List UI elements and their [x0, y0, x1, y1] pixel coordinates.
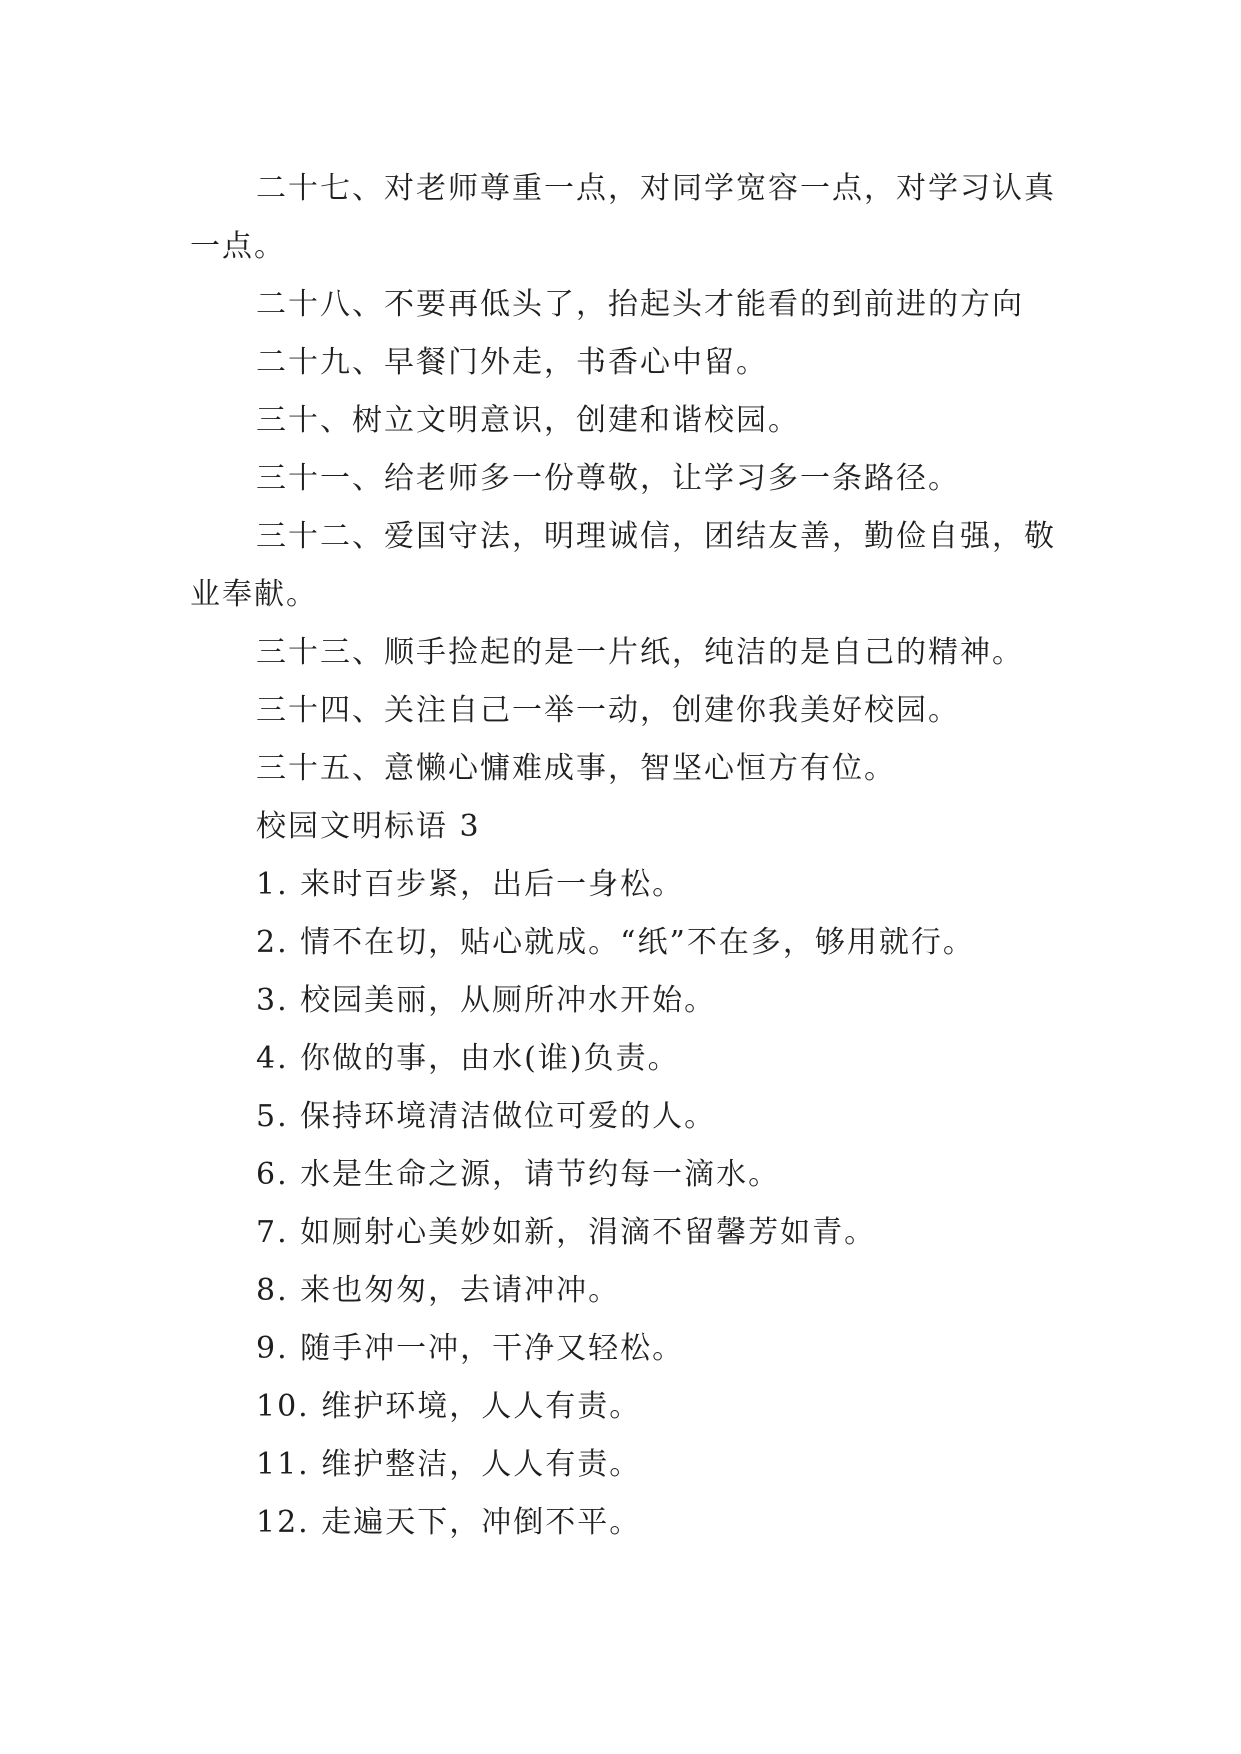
list-item-4: 4. 你做的事，由水(谁)负责。 [256, 1041, 680, 1076]
list-item-12: 12. 走遍天下，冲倒不平。 [256, 1505, 642, 1540]
list-item-7: 7. 如厕射心美妙如新，涓滴不留馨芳如青。 [256, 1215, 877, 1250]
list-item-6: 6. 水是生命之源，请节约每一滴水。 [256, 1157, 781, 1192]
list-item-1: 1. 来时百步紧，出后一身松。 [256, 867, 685, 902]
section-heading: 校园文明标语 3 [256, 809, 481, 844]
document-body [190, 160, 1070, 1552]
list-item-8: 8. 来也匆匆，去请冲冲。 [256, 1273, 621, 1308]
list-item-3: 3. 校园美丽，从厕所冲水开始。 [256, 983, 717, 1018]
paragraph-29: 二十九、早餐门外走，书香心中留。 [256, 345, 768, 380]
paragraph-31: 三十一、给老师多一份尊敬，让学习多一条路径。 [256, 461, 960, 496]
list-item-5: 5. 保持环境清洁做位可爱的人。 [256, 1099, 717, 1134]
paragraph-35: 三十五、意懒心慵难成事，智坚心恒方有位。 [256, 751, 896, 786]
paragraph-34: 三十四、关注自己一举一动，创建你我美好校园。 [256, 693, 960, 728]
paragraph-30: 三十、树立文明意识，创建和谐校园。 [256, 403, 800, 438]
paragraph-33: 三十三、顺手捡起的是一片纸，纯洁的是自己的精神。 [256, 635, 1024, 670]
list-item-2: 2. 情不在切，贴心就成。“纸”不在多，够用就行。 [256, 925, 975, 960]
list-item-9: 9. 随手冲一冲，干净又轻松。 [256, 1331, 685, 1366]
paragraph-28: 二十八、不要再低头了，抬起头才能看的到前进的方向 [256, 287, 1024, 322]
list-item-11: 11. 维护整洁，人人有责。 [256, 1447, 642, 1482]
list-item-10: 10. 维护环境，人人有责。 [256, 1389, 642, 1424]
paragraph-32: 三十二、爱国守法，明理诚信，团结友善，勤俭自强，敬业奉献。 [190, 519, 1056, 612]
paragraph-27: 二十七、对老师尊重一点，对同学宽容一点，对学习认真一点。 [190, 171, 1056, 264]
